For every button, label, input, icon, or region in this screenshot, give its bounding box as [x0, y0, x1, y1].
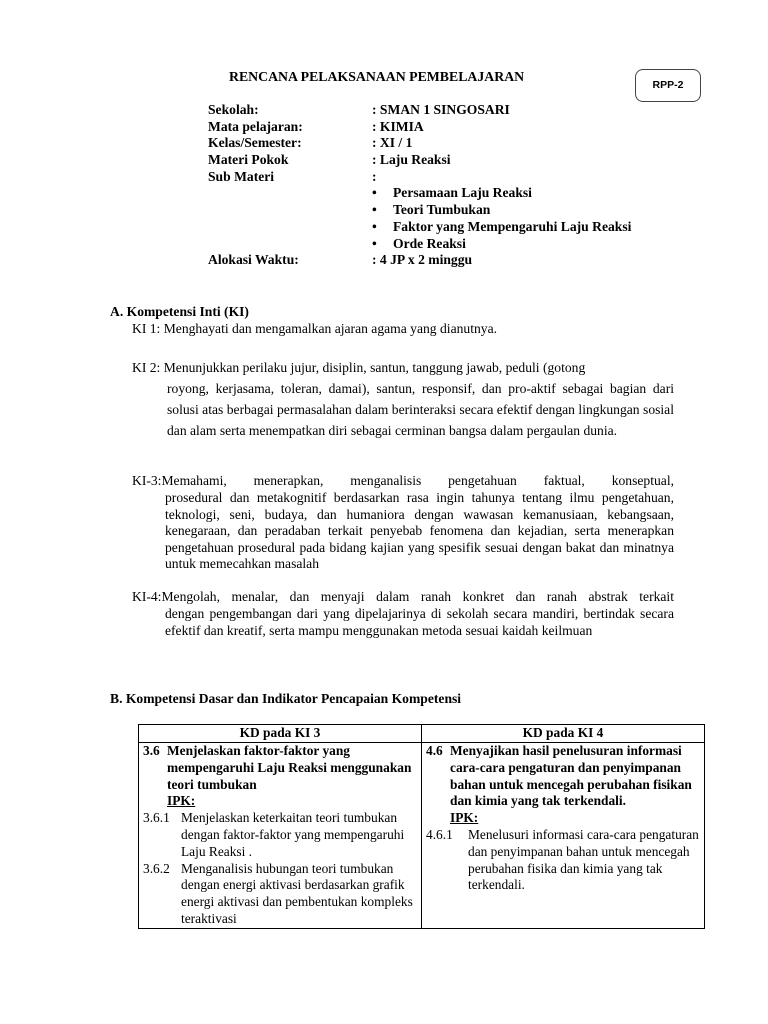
- ki2-text: royong, kerjasama, toleran, damai), santun, responsif, dan pro-aktif sebagai bagian dari solusi atas berbagai permasalahan dalam berinteraksi secara efektif dengan lingkungan sosial dan alam serta menempatkan diri sebagai cerminan bangsa dalam pergaulan dunia.: [167, 381, 674, 438]
- ki3-first-line: KI-3:Memahami, menerapkan, menganalisis pengetahuan faktual, konseptual,: [132, 473, 674, 488]
- kd-text: Menyajikan hasil penelusuran informasi cara-cara pengaturan dan penyimpanan bahan untuk mencegah perubahan fisikan dan kimia yang tak terkendali.: [450, 743, 692, 809]
- identity-label: Sub Materi: [208, 168, 275, 184]
- kd-ki3-header: KD pada KI 3: [139, 725, 422, 743]
- ipk-item: [426, 827, 700, 894]
- kd-statement: [143, 743, 417, 793]
- ipk-number: 3.6.1: [143, 810, 170, 826]
- identity-label: Kelas/Semester:: [208, 135, 302, 151]
- subtopic-text: Teori Tumbukan: [393, 202, 491, 218]
- bullet-icon: •: [372, 185, 377, 201]
- identity-label: Materi Pokok: [208, 152, 289, 168]
- identity-label: Mata pelajaran:: [208, 118, 303, 134]
- ki2-first-line: KI 2: Menunjukkan perilaku jujur, disiplin, santun, tanggung jawab, peduli (gotong: [132, 360, 586, 375]
- ki3-text: prosedural dan metakognitif berdasarkan rasa ingin tahunya tentang ilmu pengetahuan, teknologi, seni, budaya, dan humaniora dengan wawasan kemanusiaan, kebangsaan, kenegaraan, dan peradaban terkait penyebab fenomena dan kejadian, serta menerapkan pengetahuan prosedural pada bidang kajian yang spesifik sesuai dengan bakat dan minatnya untuk memecahkan masalah: [165, 490, 674, 571]
- identity-value: : 4 JP x 2 minggu: [372, 252, 473, 268]
- kd-ki4-cell: [422, 743, 705, 929]
- kd-number: 4.6: [426, 743, 443, 758]
- ipk-text: Menganalisis hubungan teori tumbukan dengan energi aktivasi berdasarkan grafik energi aktivasi dan pembentukan kompleks teraktivasi: [181, 860, 413, 926]
- kd-text: Menjelaskan faktor-faktor yang mempengaruhi Laju Reaksi menggunakan teori tumbukan: [167, 743, 412, 792]
- identity-label: Alokasi Waktu:: [208, 252, 299, 268]
- identity-value: : KIMIA: [372, 118, 424, 134]
- ipk-item: [143, 810, 417, 860]
- ipk-text: Menelusuri informasi cara-cara pengaturan dan penyimpanan bahan untuk mencegah perubahan fisika dan kimia yang tak terkendali.: [468, 826, 699, 893]
- section-a-heading: A. Kompetensi Inti (KI): [110, 304, 249, 319]
- subtopic-text: Persamaan Laju Reaksi: [393, 185, 532, 201]
- ipk-label: IPK:: [450, 810, 479, 826]
- ipk-number: 3.6.2: [143, 860, 170, 876]
- ki4-text: dengan pengembangan dari yang dipelajarinya di sekolah secara mandiri, bertindak secara efektif dan kreatif, serta mampu menggunakan metoda sesuai kaidah keilmuan: [165, 606, 674, 638]
- bullet-icon: •: [372, 235, 377, 251]
- ipk-text: Menjelaskan keterkaitan teori tumbukan dengan faktor-faktor yang mempengaruhi Laju Reaksi .: [181, 810, 405, 859]
- identity-label: Sekolah:: [208, 102, 259, 117]
- ki1-text: KI 1: Menghayati dan mengamalkan ajaran agama yang dianutnya.: [132, 321, 498, 336]
- kd-ki3-cell: [139, 743, 422, 929]
- ipk-label: IPK:: [167, 793, 196, 809]
- kd-ki4-header: KD pada KI 4: [422, 725, 705, 743]
- identity-value: :: [372, 168, 377, 184]
- kd-table: [138, 724, 705, 929]
- document-title: RENCANA PELAKSANAAN PEMBELAJARAN: [229, 69, 525, 84]
- kd-number: 3.6: [143, 743, 160, 758]
- ki4-first-line: KI-4:Mengolah, menalar, dan menyaji dalam ranah konkret dan ranah abstrak terkait: [132, 589, 674, 604]
- rpp-badge: RPP-2: [635, 69, 701, 102]
- identity-value: : SMAN 1 SINGOSARI: [372, 102, 510, 117]
- ipk-item: [143, 861, 417, 928]
- section-b-heading: B. Kompetensi Dasar dan Indikator Pencapaian Kompetensi: [110, 691, 462, 706]
- subtopic-text: Faktor yang Mempengaruhi Laju Reaksi: [393, 218, 632, 234]
- identity-value: : XI / 1: [372, 135, 413, 151]
- ipk-number: 4.6.1: [426, 826, 453, 842]
- kd-statement: [426, 743, 700, 810]
- bullet-icon: •: [372, 218, 377, 234]
- identity-value: : Laju Reaksi: [372, 152, 451, 168]
- subtopic-text: Orde Reaksi: [393, 235, 466, 251]
- bullet-icon: •: [372, 202, 377, 218]
